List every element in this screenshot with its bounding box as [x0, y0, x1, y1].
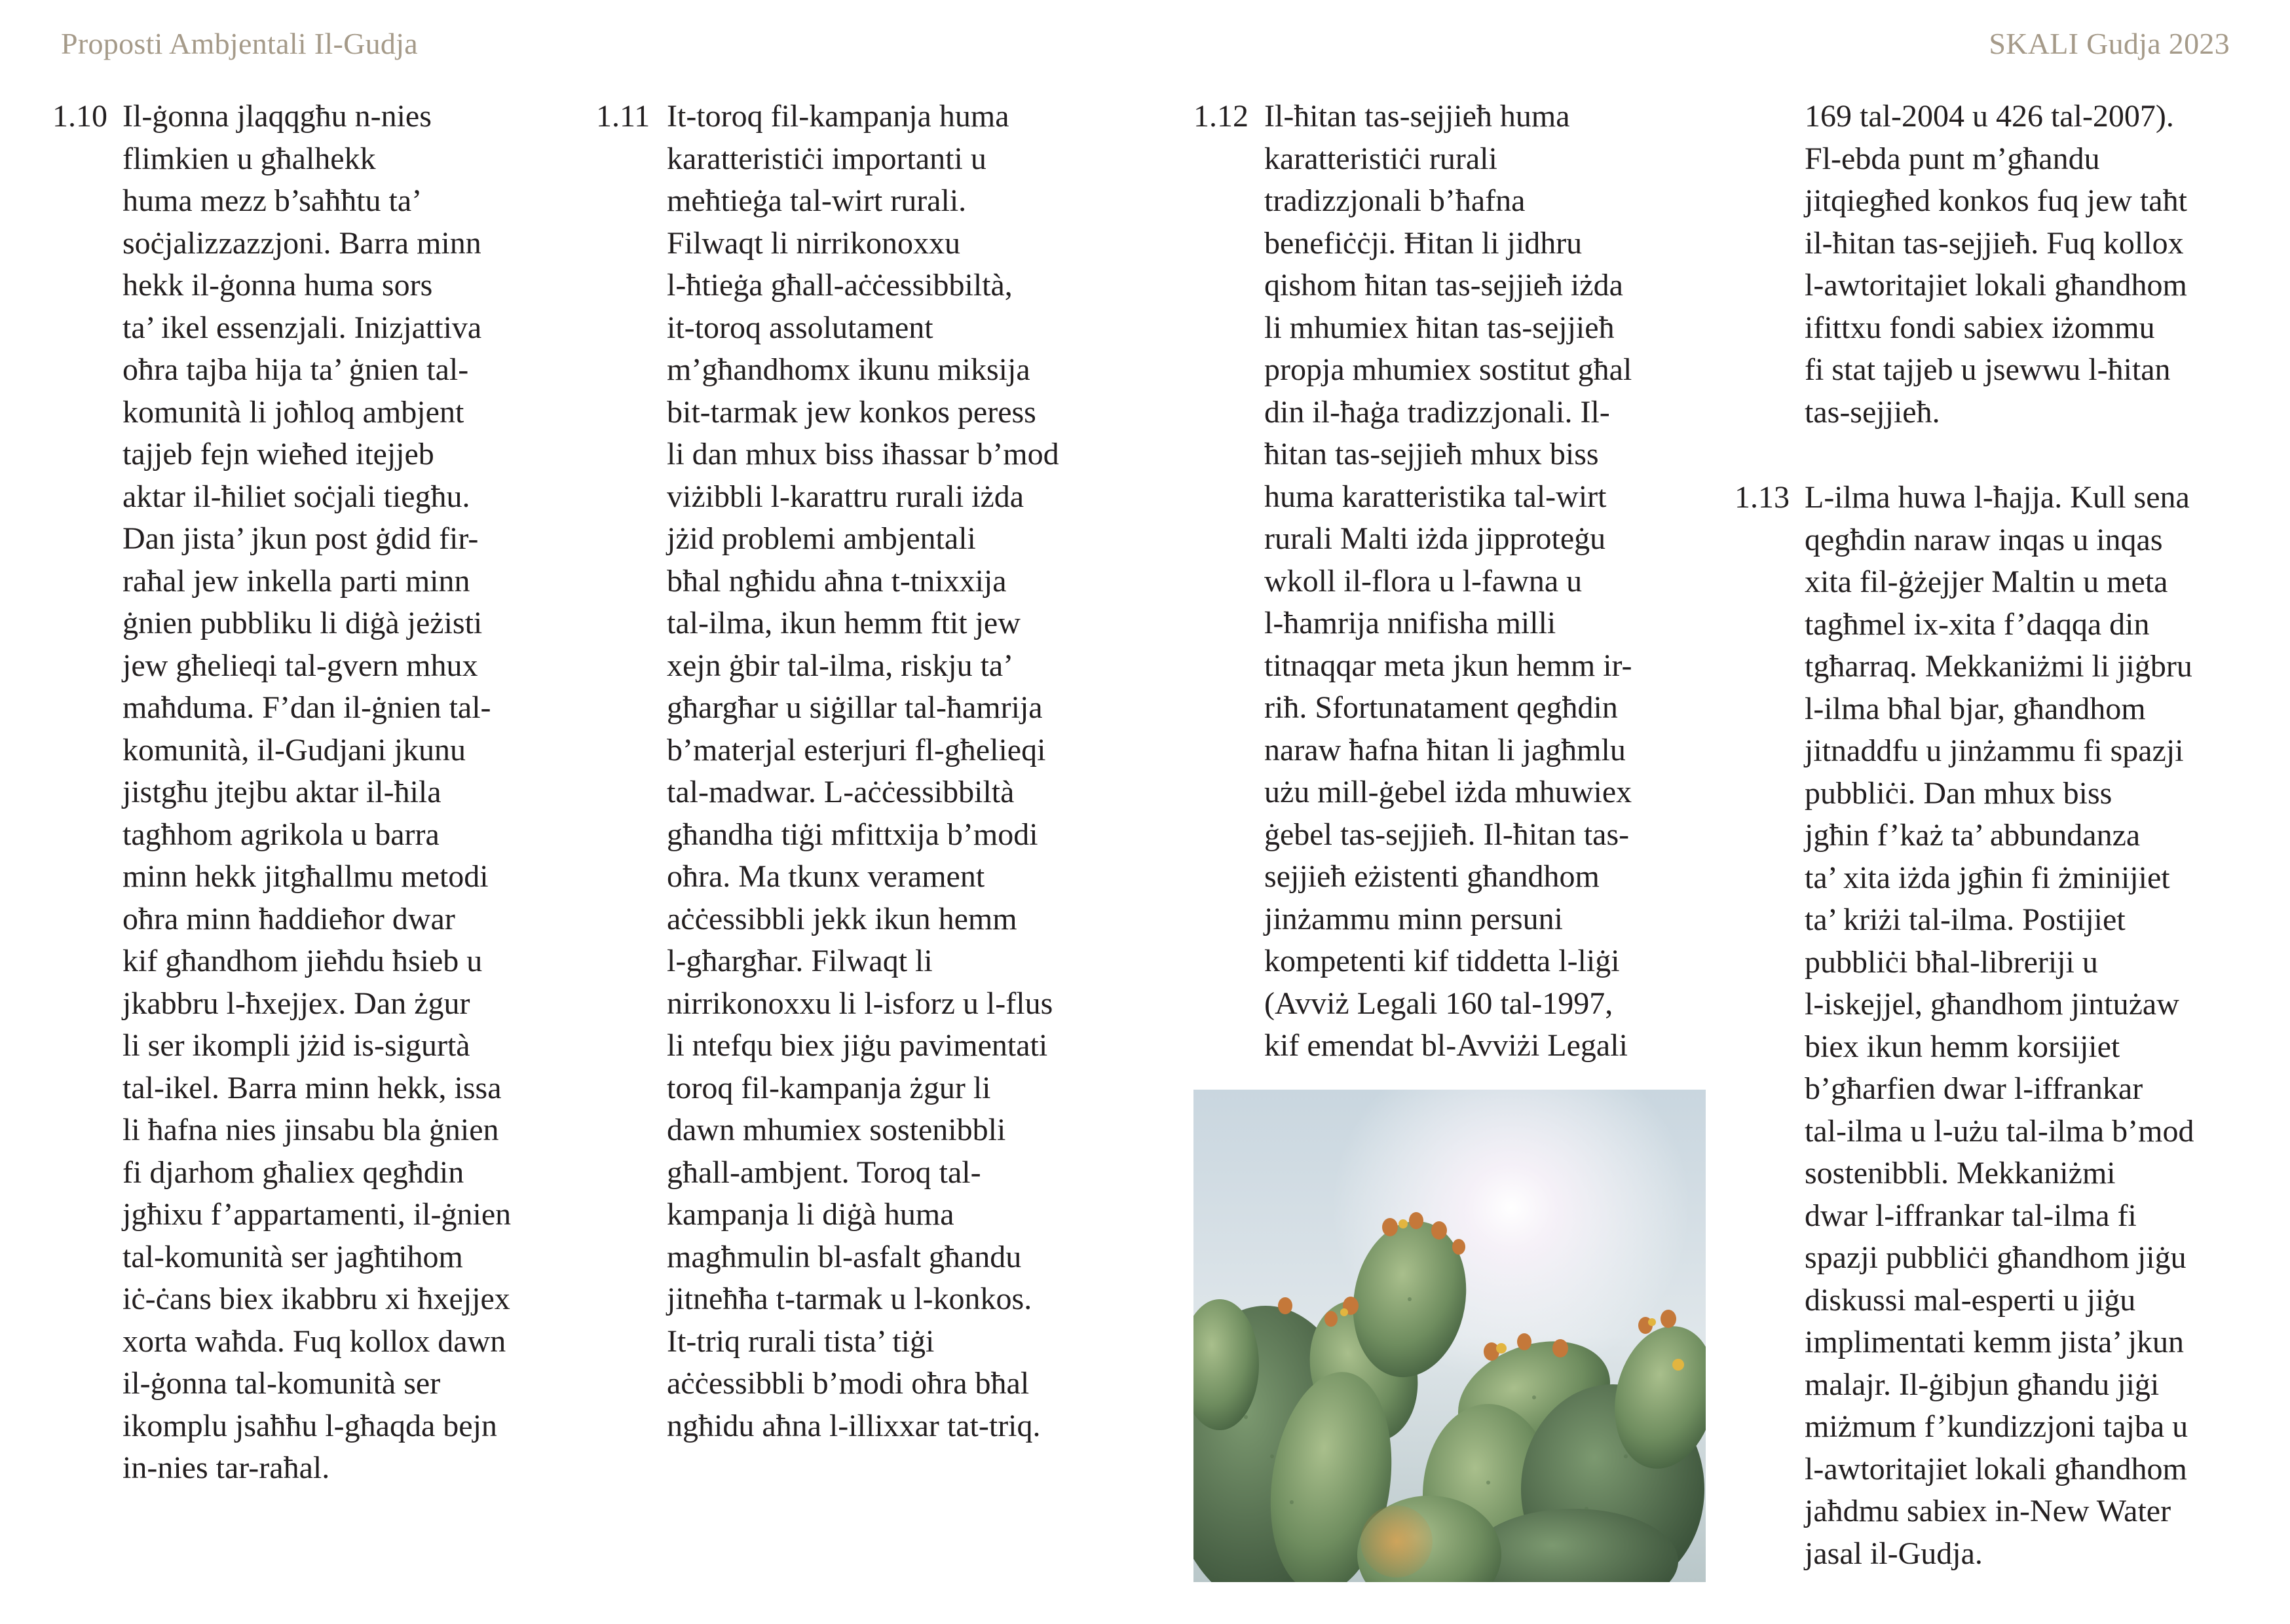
- section-number: 1.10: [52, 99, 107, 134]
- section-number: 1.13: [1735, 480, 1790, 515]
- header-publication-title: SKALI Gudja 2023: [1989, 27, 2230, 60]
- section-body: L-ilma huwa l-ħajja. Kull sena qegħdin naraw inqas u inqas xita fil-ġżejjer Maltin u meta tagħmel ix-xita f’daqqa din tgħarraq. Mekkaniżmi li jiġbru l-ilma bħal bjar, għandhom jitnaddfu u jinżammu fi spazji pubbliċi. Dan mhux biss jgħin f’każ ta’ abbundanza ta’ xita iżda jgħin fi żminijiet ta’ kriżi tal-ilma. Postijiet pubbliċi bħal-libreriji u l-iskejjel, għandhom jintużaw biex ikun hemm korsijiet b’għarfien dwar l-iffrankar tal-ilma u l-użu tal-ilma b’mod sostenibbli. Mekkaniżmi dwar l-iffrankar tal-ilma fi spazji pubbliċi għandhom jiġu diskussi mal-esperti u jiġu implimentati kemm jista’ jkun malajr. Il-ġibjun għandu jiġi miżmum f’kundizzjoni tajba u l-awtoritajiet lokali għandhom jaħdmu sabiex in-New Water jasal il-Gudja.: [1805, 480, 2194, 1571]
- section-body-continuation: 169 tal-2004 u 426 tal-2007). Fl-ebda punt m’għandu jitqiegħed konkos fuq jew taħt il-ħitan tas-sejjieħ. Fuq kollox l-awtoritajiet lokali għandhom ifittxu fondi sabiex iżommu fi stat tajjeb u jsewwu l-ħitan tas-sejjieħ.: [1805, 99, 2187, 430]
- section-1-11: [596, 96, 1120, 1447]
- prickly-pear-cactus-photo: [1193, 1090, 1706, 1582]
- section-1-12-continuation: [1805, 96, 2263, 434]
- section-1-12: [1193, 96, 1718, 1067]
- section-number: 1.11: [596, 99, 650, 134]
- section-number: 1.12: [1193, 99, 1248, 134]
- header-document-title: Proposti Ambjentali Il-Gudja: [61, 27, 419, 60]
- section-body: Il-ġonna jlaqqgħu n-nies flimkien u għalhekk huma mezz b’saħħtu ta’ soċjalizzazzjoni. Barra minn hekk il-ġonna huma sors ta’ ikel essenzjali. Inizjattiva oħra tajba hija ta’ ġnien tal- komunità li joħloq ambjent tajjeb fejn wieħed itejjeb aktar il-ħiliet soċjali tiegħu. Dan jista’ jkun post ġdid fir- raħal jew inkella parti minn ġnien pubbliku li diġà jeżisti jew għelieqi tal-gvern mhux maħduma. F’dan il-ġnien tal- komunità, il-Gudjani jkunu jistgħu jtejbu aktar il-ħila tagħhom agrikola u barra minn hekk jitgħallmu metodi oħra minn ħaddieħor dwar kif għandhom jieħdu ħsieb u jkabbru l-ħxejjex. Dan żgur li ser ikompli jżid is-sigurtà tal-ikel. Barra minn hekk, issa li ħafna nies jinsabu bla ġnien fi djarhom għaliex qegħdin jgħixu f’appartamenti, il-ġnien tal-komunità ser jagħtihom iċ-ċans biex ikabbru xi ħxejjex xorta waħda. Fuq kollox dawn il-ġonna tal-komunità ser ikomplu jsaħħu l-għaqda bejn in-nies tar-raħal.: [122, 99, 512, 1485]
- section-1-10: [52, 96, 576, 1490]
- section-body: Il-ħitan tas-sejjieħ huma karatteristiċi rurali tradizzjonali b’ħafna benefiċċji. Ħitan li jidhru qishom ħitan tas-sejjieħ iżda li mhumiex ħitan tas-sejjieħ propja mhumiex sostitut għal din il-ħaġa tradizzjonali. Il- ħitan tas-sejjieħ mhux biss huma karatteristika tal-wirt rurali Malti iżda jipproteġu wkoll il-flora u l-fawna u l-ħamrija nnifisha milli titnaqqar meta jkun hemm ir- riħ. Sfortunatament qegħdin naraw ħafna ħitan li jagħmlu użu mill-ġebel iżda mhuwiex ġebel tas-sejjieħ. Il-ħitan tas- sejjieħ eżistenti għandhom jinżammu minn persuni kompetenti kif tiddetta l-liġi (Avviż Legali 160 tal-1997, kif emendat bl-Avviżi Legali: [1264, 99, 1632, 1063]
- section-body: It-toroq fil-kampanja huma karatteristiċi importanti u meħtieġa tal-wirt rurali. Filwaqt li nirrikonoxxu l-ħtieġa għall-aċċessibbiltà, it-toroq assolutament m’għandhomx ikunu miksija bit-tarmak jew konkos peress li dan mhux biss iħassar b’mod viżibbli l-karattru rurali iżda jżid problemi ambjentali bħal ngħidu aħna t-tnixxija tal-ilma, ikun hemm ftit jew xejn ġbir tal-ilma, riskju ta’ għargħar u siġillar tal-ħamrija b’materjal esterjuri fl-għelieqi tal-madwar. L-aċċessibbiltà għandha tiġi mfittxija b’modi oħra. Ma tkunx verament aċċessibbli jekk ikun hemm l-għargħar. Filwaqt li nirrikonoxxu li l-isforz u l-flus li ntefqu biex jiġu pavimentati toroq fil-kampanja żgur li dawn mhumiex sostenibbli għall-ambjent. Toroq tal- kampanja li diġà huma magħmulin bl-asfalt għandu jitneħħa t-tarmak u l-konkos. It-triq rurali tista’ tiġi aċċessibbli b’modi oħra bħal ngħidu aħna l-illixxar tat-triq.: [667, 99, 1059, 1443]
- section-1-13: [1735, 477, 2259, 1575]
